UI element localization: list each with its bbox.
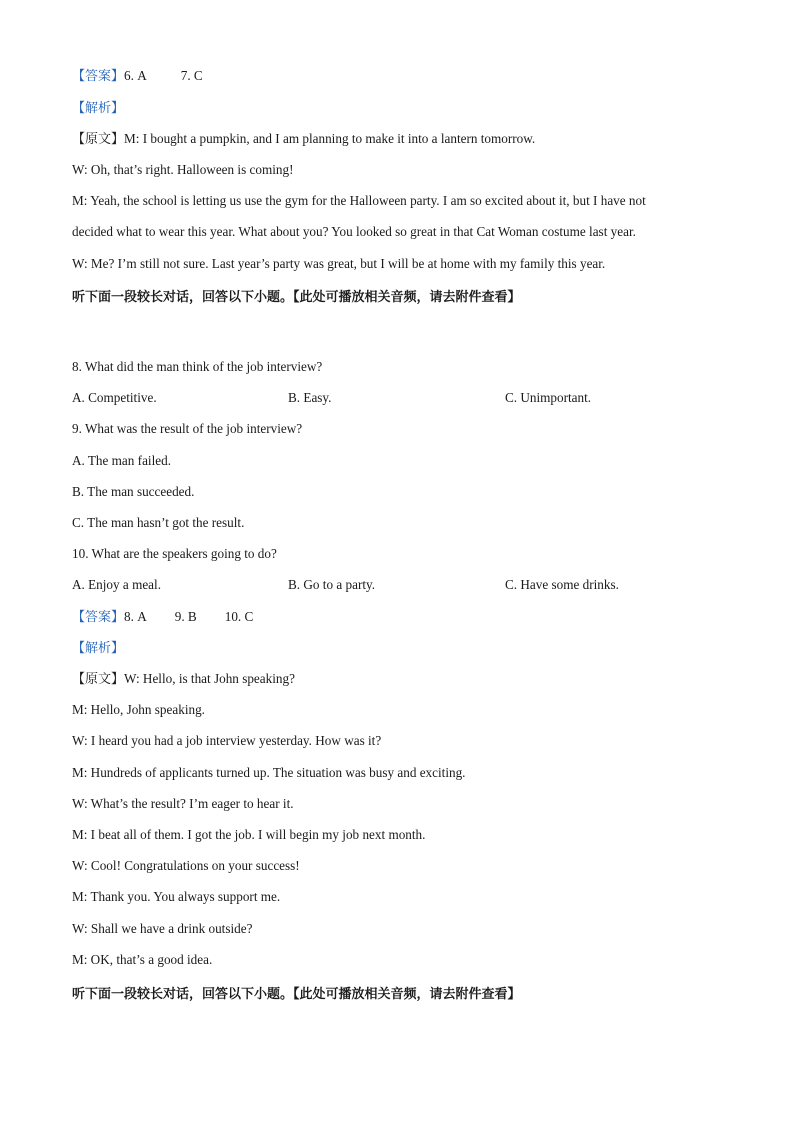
dialogue-line: M: I beat all of them. I got the job. I will begin my job next month. — [72, 827, 426, 842]
option-10c: C. Have some drinks. — [505, 577, 619, 592]
dialogue-line: M: Hundreds of applicants turned up. The situation was busy and exciting. — [72, 765, 466, 780]
question-9: 9. What was the result of the job interview? — [72, 421, 303, 436]
dialogue-text: W: Hello, is that John speaking? — [124, 671, 295, 686]
dialogue-line: W: Me? I’m still not sure. Last year’s party was great, but I will be at home with my family this year. — [72, 256, 606, 271]
analysis-line-1 — [72, 99, 124, 118]
analysis-label: 【解析】 — [72, 101, 125, 116]
dialogue-line: W: Oh, that’s right. Halloween is coming! — [72, 162, 294, 177]
answer-label: 【答案】 — [72, 610, 125, 625]
listening-instruction: 听下面一段较长对话，回答以下小题。【此处可播放相关音频，请去附件查看】 — [72, 987, 521, 1002]
option-10a: A. Enjoy a meal. — [72, 577, 161, 592]
listening-instruction: 听下面一段较长对话，回答以下小题。【此处可播放相关音频，请去附件查看】 — [72, 290, 521, 305]
dialogue-line: W: What’s the result? I’m eager to hear it. — [72, 796, 294, 811]
answer-8: 8. A — [124, 609, 147, 624]
answer-9: 9. B — [174, 609, 197, 624]
option-10b: B. Go to a party. — [288, 577, 376, 592]
dialogue-line: M: Yeah, the school is letting us use the gym for the Halloween party. I am so excited about it, but I have not — [72, 193, 646, 208]
answer-10: 10. C — [224, 609, 254, 624]
answer-label: 【答案】 — [72, 69, 125, 84]
dialogue-line — [72, 670, 295, 689]
option-9c: C. The man hasn’t got the result. — [72, 515, 245, 530]
dialogue-line: decided what to wear this year. What about you? You looked so great in that Cat Woman costume last year. — [72, 224, 636, 239]
option-8b: B. Easy. — [288, 390, 332, 405]
question-10: 10. What are the speakers going to do? — [72, 546, 277, 561]
option-9a: A. The man failed. — [72, 453, 171, 468]
analysis-line-2 — [72, 639, 124, 658]
option-8c: C. Unimportant. — [505, 390, 592, 405]
option-8a: A. Competitive. — [72, 390, 157, 405]
dialogue-line: M: OK, that’s a good idea. — [72, 952, 213, 967]
question-8: 8. What did the man think of the job interview? — [72, 359, 323, 374]
answer-line-1 — [72, 67, 203, 86]
dialogue-line: W: Cool! Congratulations on your success! — [72, 858, 300, 873]
answer-line-2 — [72, 608, 253, 627]
dialogue-line: M: Thank you. You always support me. — [72, 889, 281, 904]
dialogue-line: M: Hello, John speaking. — [72, 702, 205, 717]
dialogue-text: M: I bought a pumpkin, and I am planning to make it into a lantern tomorrow. — [124, 131, 536, 146]
original-label: 【原文】 — [72, 132, 125, 147]
dialogue-line: W: I heard you had a job interview yesterday. How was it? — [72, 733, 382, 748]
option-9b: B. The man succeeded. — [72, 484, 195, 499]
dialogue-line — [72, 130, 535, 149]
original-label: 【原文】 — [72, 672, 125, 687]
answer-7: 7. C — [180, 68, 203, 83]
answer-6: 6. A — [124, 68, 147, 83]
analysis-label: 【解析】 — [72, 641, 125, 656]
dialogue-line: W: Shall we have a drink outside? — [72, 921, 253, 936]
